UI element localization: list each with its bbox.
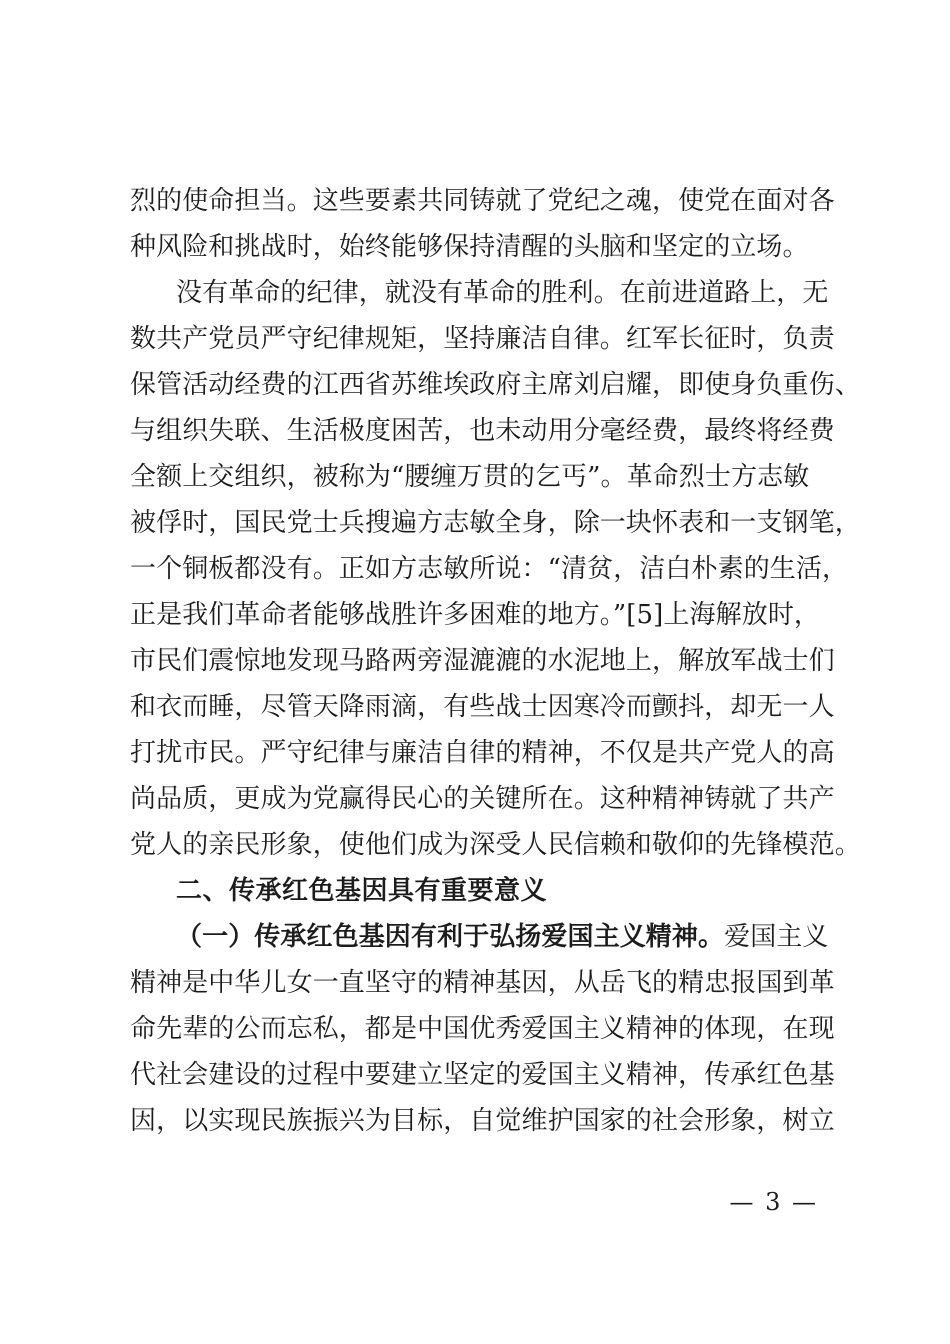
text-line [130,776,842,822]
body-text-segment: 尚品质，更成为党赢得民心的关键所在。这种精神铸就了共产 [130,784,835,814]
body-text-segment: 和衣而睡，尽管天降雨滴，有些战士因寒冷而颤抖，却无一人 [130,692,835,722]
text-line [130,454,842,500]
text-line [130,224,842,270]
body-text-segment: 代社会建设的过程中要建立坚定的爱国主义精神，传承红色基 [130,1060,835,1090]
subheading-lead-text: （一）传承红色基因有利于弘扬爱国主义精神。 [176,922,725,952]
text-line [130,362,861,408]
body-text-segment: 党人的亲民形象，使他们成为深受人民信赖和敬仰的先锋模范。 [130,830,861,860]
body-text-segment: 全额上交组织，被称为“腰缠万贯的乞丐”。革命烈士方志敏 [130,462,810,492]
body-text-segment: 被俘时，国民党士兵搜遍方志敏全身，除一块怀表和一支钢笔， [130,508,861,538]
text-line [130,546,849,592]
body-text-segment: 一个铜板都没有。正如方志敏所说：“清贫，洁白朴素的生活， [130,554,849,584]
text-line [130,684,842,730]
body-text-segment: 打扰市民。严守纪律与廉洁自律的精神，不仅是共产党人的高 [130,738,835,768]
body-text-segment: 正是我们革命者能够战胜许多困难的地方。”[5]上海解放时， [130,600,821,630]
body-text-segment: 因，以实现民族振兴为目标，自觉维护国家的社会形象，树立 [130,1106,835,1136]
body-text-segment: 命先辈的公而忘私，都是中国优秀爱国主义精神的体现，在现 [130,1014,835,1044]
page-number: — 3 — [729,1188,818,1216]
body-text-segment: 保管活动经费的江西省苏维埃政府主席刘启耀，即使身负重伤、 [130,370,861,400]
body-text-segment: 数共产党员严守纪律规矩，坚持廉洁自律。红军长征时，负责 [130,324,835,354]
section-heading [130,868,842,914]
body-text-segment: 烈的使命担当。这些要素共同铸就了党纪之魂，使党在面对各 [130,186,835,216]
text-line [130,316,842,362]
text-line [130,1006,842,1052]
document-body-text [130,178,861,1144]
text-line [130,500,861,546]
text-line [130,638,842,684]
text-line [130,270,842,316]
text-line [130,1098,842,1144]
body-text-segment: 与组织失联、生活极度困苦，也未动用分毫经费，最终将经费 [130,416,835,446]
body-text-segment: 精神是中华儿女一直坚守的精神基因，从岳飞的精忠报国到革 [130,968,835,998]
text-line [130,592,842,638]
body-text-segment: 二、传承红色基因具有重要意义 [176,876,548,906]
body-text-segment: 种风险和挑战时，始终能够保持清醒的头脑和坚定的立场。 [130,232,809,262]
text-line [130,178,842,224]
body-text-segment: 没有革命的纪律，就没有革命的胜利。在前进道路上，无 [176,278,829,308]
text-line [130,822,861,868]
text-line [130,914,842,960]
body-text-segment: 爱国主义 [724,922,829,952]
body-text-segment: 市民们震惊地发现马路两旁湿漉漉的水泥地上，解放军战士们 [130,646,835,676]
text-line [130,960,842,1006]
text-line [130,730,842,776]
text-line [130,1052,842,1098]
text-line [130,408,842,454]
